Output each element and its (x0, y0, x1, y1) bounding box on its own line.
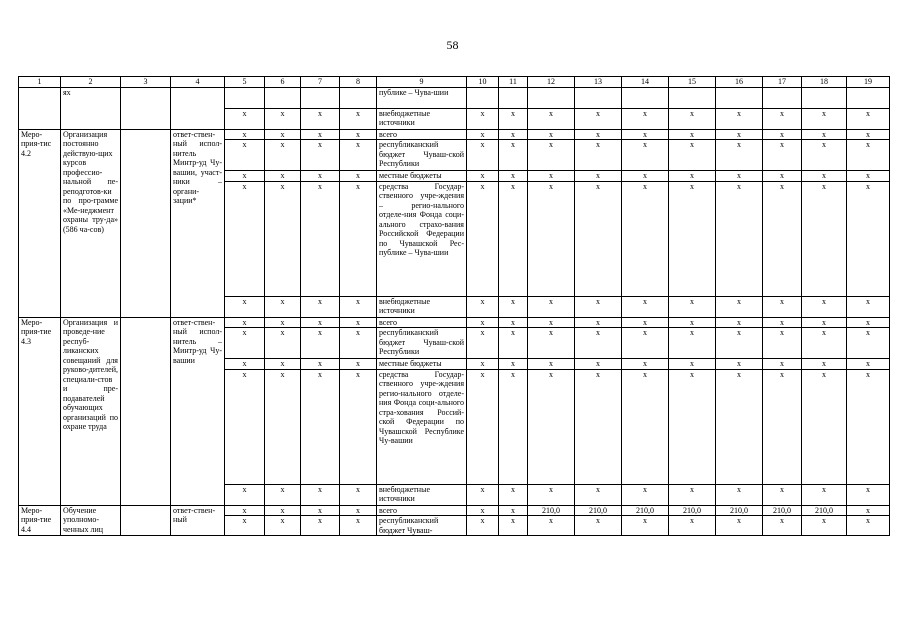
x-mark: x (802, 171, 847, 182)
x-mark: x (225, 484, 265, 505)
x-mark: x (265, 171, 301, 182)
x-mark: x (847, 181, 890, 296)
x-mark: x (622, 140, 669, 171)
x-mark: x (528, 129, 575, 140)
x-mark: x (340, 484, 377, 505)
x-mark: x (575, 516, 622, 536)
measure-description: Организация постоянно действую-щих курсов профессио-нальной пе-реподготов-ки по про-грамме «Ме-неджмент охраны тру-да» (586 ча-сов) (61, 129, 121, 317)
x-mark: x (847, 296, 890, 317)
x-mark: x (340, 129, 377, 140)
header-col-14: 14 (622, 77, 669, 88)
x-mark: x (225, 171, 265, 182)
x-mark: x (716, 359, 763, 370)
x-mark: x (225, 516, 265, 536)
funding-source: средства Государ-ственного учре-ждения регио-нального отделе-ния Фонда соци-ального стра-хования Россий-ской Федерации по Чувашской Республике Чу-вашии (377, 369, 467, 484)
x-mark: x (225, 296, 265, 317)
x-mark: x (301, 317, 340, 328)
funding-source: республиканский бюджет Чуваш-ской Республики (377, 140, 467, 171)
x-mark: x (575, 171, 622, 182)
x-mark: x (575, 328, 622, 359)
x-mark: x (622, 181, 669, 296)
x-mark: x (528, 317, 575, 328)
header-col-16: 16 (716, 77, 763, 88)
x-mark: x (499, 317, 528, 328)
source-cell: внебюджетные источники (377, 108, 467, 129)
x-mark: x (802, 369, 847, 484)
empty-cell (716, 87, 763, 108)
x-mark: x (669, 317, 716, 328)
header-col-15: 15 (669, 77, 716, 88)
x-mark: x (669, 181, 716, 296)
x-mark: x (467, 108, 499, 129)
x-mark: x (763, 296, 802, 317)
x-mark: x (669, 129, 716, 140)
x-mark: x (499, 296, 528, 317)
empty-cell (499, 87, 528, 108)
header-col-19: 19 (847, 77, 890, 88)
header-col-6: 6 (265, 77, 301, 88)
funding-source: всего (377, 505, 467, 516)
x-mark: x (575, 129, 622, 140)
x-mark: x (763, 171, 802, 182)
x-mark: x (301, 140, 340, 171)
x-mark: x (802, 296, 847, 317)
x-mark: x (716, 108, 763, 129)
x-mark: x (716, 129, 763, 140)
x-mark: x (225, 359, 265, 370)
x-mark: x (340, 171, 377, 182)
x-mark: x (340, 516, 377, 536)
x-mark: x (340, 505, 377, 516)
funding-source: всего (377, 317, 467, 328)
x-mark: x (716, 484, 763, 505)
x-mark: x (622, 484, 669, 505)
x-mark: x (467, 484, 499, 505)
funding-source: республиканский бюджет Чуваш- (377, 516, 467, 536)
empty-cell (763, 87, 802, 108)
x-mark: x (467, 171, 499, 182)
x-mark: x (847, 484, 890, 505)
x-mark: x (622, 296, 669, 317)
x-mark: x (340, 328, 377, 359)
empty-cell (467, 87, 499, 108)
empty-cell (847, 87, 890, 108)
x-mark: x (716, 317, 763, 328)
x-mark: x (265, 359, 301, 370)
x-mark: x (340, 369, 377, 484)
x-mark: x (225, 140, 265, 171)
empty-cell (622, 87, 669, 108)
x-mark: x (340, 317, 377, 328)
x-mark: x (265, 129, 301, 140)
x-mark: x (669, 328, 716, 359)
x-mark: x (225, 317, 265, 328)
x-mark: x (467, 328, 499, 359)
x-mark: x (763, 108, 802, 129)
x-mark: x (265, 516, 301, 536)
x-mark: x (528, 296, 575, 317)
header-col-4: 4 (171, 77, 225, 88)
x-mark: x (575, 140, 622, 171)
x-mark: x (499, 369, 528, 484)
x-mark: x (716, 140, 763, 171)
x-mark: x (301, 129, 340, 140)
header-col-12: 12 (528, 77, 575, 88)
x-mark: x (225, 328, 265, 359)
x-mark: x (763, 181, 802, 296)
x-mark: x (575, 181, 622, 296)
x-mark: x (763, 369, 802, 484)
x-mark: x (622, 516, 669, 536)
header-col-1: 1 (19, 77, 61, 88)
x-mark: x (575, 369, 622, 484)
x-mark: x (622, 108, 669, 129)
x-mark: x (847, 108, 890, 129)
table-row (19, 129, 890, 140)
x-mark: x (669, 296, 716, 317)
x-mark: x (528, 516, 575, 536)
x-mark: x (265, 181, 301, 296)
x-mark: x (669, 369, 716, 484)
continued-col-3 (121, 87, 171, 129)
x-mark: x (499, 359, 528, 370)
x-mark: x (265, 484, 301, 505)
funding-source: местные бюджеты (377, 171, 467, 182)
x-mark: x (802, 181, 847, 296)
header-row (19, 77, 890, 88)
table-row (19, 87, 890, 108)
x-mark: x (225, 369, 265, 484)
empty-cell (669, 87, 716, 108)
x-mark: x (669, 484, 716, 505)
empty-cell (528, 87, 575, 108)
x-mark: x (716, 369, 763, 484)
continued-col-2: ях (61, 87, 121, 129)
x-mark: x (467, 296, 499, 317)
x-mark: x (847, 129, 890, 140)
measure-col-3 (121, 129, 171, 317)
header-col-11: 11 (499, 77, 528, 88)
x-mark: x (467, 359, 499, 370)
x-mark: x (802, 359, 847, 370)
header-col-18: 18 (802, 77, 847, 88)
measure-label: Меро-прия-тие 4.4 (19, 505, 61, 536)
header-col-13: 13 (575, 77, 622, 88)
x-mark: x (528, 369, 575, 484)
x-mark: x (575, 484, 622, 505)
header-col-2: 2 (61, 77, 121, 88)
x-mark: x (847, 140, 890, 171)
x-mark: x (669, 108, 716, 129)
x-mark: x (340, 296, 377, 317)
x-mark: x (802, 129, 847, 140)
header-col-17: 17 (763, 77, 802, 88)
measure-label: Меро-прия-тие 4.3 (19, 317, 61, 505)
x-mark: x (763, 328, 802, 359)
x-mark: x (669, 359, 716, 370)
x-mark: x (763, 317, 802, 328)
x-mark: x (802, 140, 847, 171)
value-cell: x (847, 505, 890, 516)
x-mark: x (802, 516, 847, 536)
x-mark: x (301, 171, 340, 182)
empty-cell (340, 87, 377, 108)
x-mark: x (301, 108, 340, 129)
funding-source: республиканский бюджет Чуваш-ской Республики (377, 328, 467, 359)
x-mark: x (499, 484, 528, 505)
funding-source: местные бюджеты (377, 359, 467, 370)
empty-cell (265, 87, 301, 108)
x-mark: x (575, 359, 622, 370)
x-mark: x (528, 140, 575, 171)
x-mark: x (575, 317, 622, 328)
x-mark: x (622, 328, 669, 359)
x-mark: x (622, 369, 669, 484)
x-mark: x (847, 328, 890, 359)
x-mark: x (467, 369, 499, 484)
x-mark: x (265, 108, 301, 129)
measure-label: Меро-прия-тис 4.2 (19, 129, 61, 317)
x-mark: x (528, 328, 575, 359)
x-mark: x (301, 484, 340, 505)
measure-description: Обучение уполномо-ченных лиц (61, 505, 121, 536)
table-row (19, 505, 890, 516)
value-cell: 210,0 (763, 505, 802, 516)
x-mark: x (528, 484, 575, 505)
header-col-9: 9 (377, 77, 467, 88)
x-mark: x (716, 328, 763, 359)
x-mark: x (847, 317, 890, 328)
x-mark: x (528, 359, 575, 370)
table-row (19, 317, 890, 328)
x-mark: x (265, 505, 301, 516)
funding-source: всего (377, 129, 467, 140)
x-mark: x (467, 317, 499, 328)
x-mark: x (575, 108, 622, 129)
x-mark: x (669, 516, 716, 536)
header-col-10: 10 (467, 77, 499, 88)
x-mark: x (499, 129, 528, 140)
x-mark: x (301, 359, 340, 370)
continued-col-4 (171, 87, 225, 129)
x-mark: x (340, 181, 377, 296)
x-mark: x (847, 359, 890, 370)
x-mark: x (301, 296, 340, 317)
source-cell: публике – Чува-шии (377, 87, 467, 108)
x-mark: x (716, 181, 763, 296)
header-col-5: 5 (225, 77, 265, 88)
x-mark: x (802, 317, 847, 328)
x-mark: x (802, 484, 847, 505)
value-cell: x (467, 505, 499, 516)
x-mark: x (265, 369, 301, 484)
x-mark: x (763, 516, 802, 536)
x-mark: x (763, 129, 802, 140)
x-mark: x (467, 181, 499, 296)
empty-cell (802, 87, 847, 108)
x-mark: x (225, 108, 265, 129)
value-cell: 210,0 (802, 505, 847, 516)
value-cell: x (499, 505, 528, 516)
x-mark: x (802, 328, 847, 359)
x-mark: x (622, 129, 669, 140)
value-cell: 210,0 (669, 505, 716, 516)
funding-source: внебюджетные источники (377, 296, 467, 317)
x-mark: x (225, 181, 265, 296)
x-mark: x (225, 129, 265, 140)
x-mark: x (716, 171, 763, 182)
value-cell: 210,0 (622, 505, 669, 516)
empty-cell (575, 87, 622, 108)
x-mark: x (301, 505, 340, 516)
x-mark: x (265, 317, 301, 328)
x-mark: x (847, 516, 890, 536)
x-mark: x (467, 140, 499, 171)
measure-col-3 (121, 317, 171, 505)
x-mark: x (499, 140, 528, 171)
x-mark: x (265, 140, 301, 171)
x-mark: x (340, 108, 377, 129)
x-mark: x (301, 181, 340, 296)
x-mark: x (669, 140, 716, 171)
x-mark: x (716, 296, 763, 317)
x-mark: x (301, 328, 340, 359)
x-mark: x (528, 181, 575, 296)
x-mark: x (622, 317, 669, 328)
x-mark: x (528, 108, 575, 129)
header-col-3: 3 (121, 77, 171, 88)
x-mark: x (499, 328, 528, 359)
x-mark: x (225, 505, 265, 516)
x-mark: x (301, 516, 340, 536)
x-mark: x (847, 369, 890, 484)
x-mark: x (763, 484, 802, 505)
continued-col-1 (19, 87, 61, 129)
x-mark: x (716, 516, 763, 536)
x-mark: x (622, 359, 669, 370)
x-mark: x (265, 328, 301, 359)
responsible-executor: ответ-ствен-ный испол-нитель – Минтр-уд Чу-вашии (171, 317, 225, 505)
measure-col-3 (121, 505, 171, 536)
x-mark: x (499, 171, 528, 182)
x-mark: x (499, 108, 528, 129)
x-mark: x (265, 296, 301, 317)
empty-cell (225, 87, 265, 108)
responsible-executor: ответ-ствен-ный испол-нитель Минтр-уд Чу-вашии, участ-ники – органи-зации* (171, 129, 225, 317)
page-number: 58 (446, 38, 459, 52)
x-mark: x (802, 108, 847, 129)
value-cell: 210,0 (716, 505, 763, 516)
x-mark: x (575, 296, 622, 317)
value-cell: 210,0 (575, 505, 622, 516)
funding-source: внебюджетные источники (377, 484, 467, 505)
program-table (18, 76, 890, 536)
x-mark: x (847, 171, 890, 182)
empty-cell (301, 87, 340, 108)
x-mark: x (467, 516, 499, 536)
x-mark: x (763, 359, 802, 370)
measure-description: Организация и проведе-ние респуб-ликанских совещаний для руково-дителей, специали-стов и пре-подавателей обучающих организаций по охране труда (61, 317, 121, 505)
x-mark: x (340, 359, 377, 370)
x-mark: x (528, 171, 575, 182)
responsible-executor: ответ-ствен-ный (171, 505, 225, 536)
x-mark: x (499, 516, 528, 536)
x-mark: x (301, 369, 340, 484)
x-mark: x (669, 171, 716, 182)
x-mark: x (467, 129, 499, 140)
x-mark: x (622, 171, 669, 182)
x-mark: x (763, 140, 802, 171)
value-cell: 210,0 (528, 505, 575, 516)
x-mark: x (499, 181, 528, 296)
x-mark: x (340, 140, 377, 171)
header-col-7: 7 (301, 77, 340, 88)
header-col-8: 8 (340, 77, 377, 88)
funding-source: средства Государ-ственного учре-ждения – регио-нального отделе-ния Фонда соци-ального страхо-вания Российской Федерации по Чувашской Рес-публике – Чува-шии (377, 181, 467, 296)
